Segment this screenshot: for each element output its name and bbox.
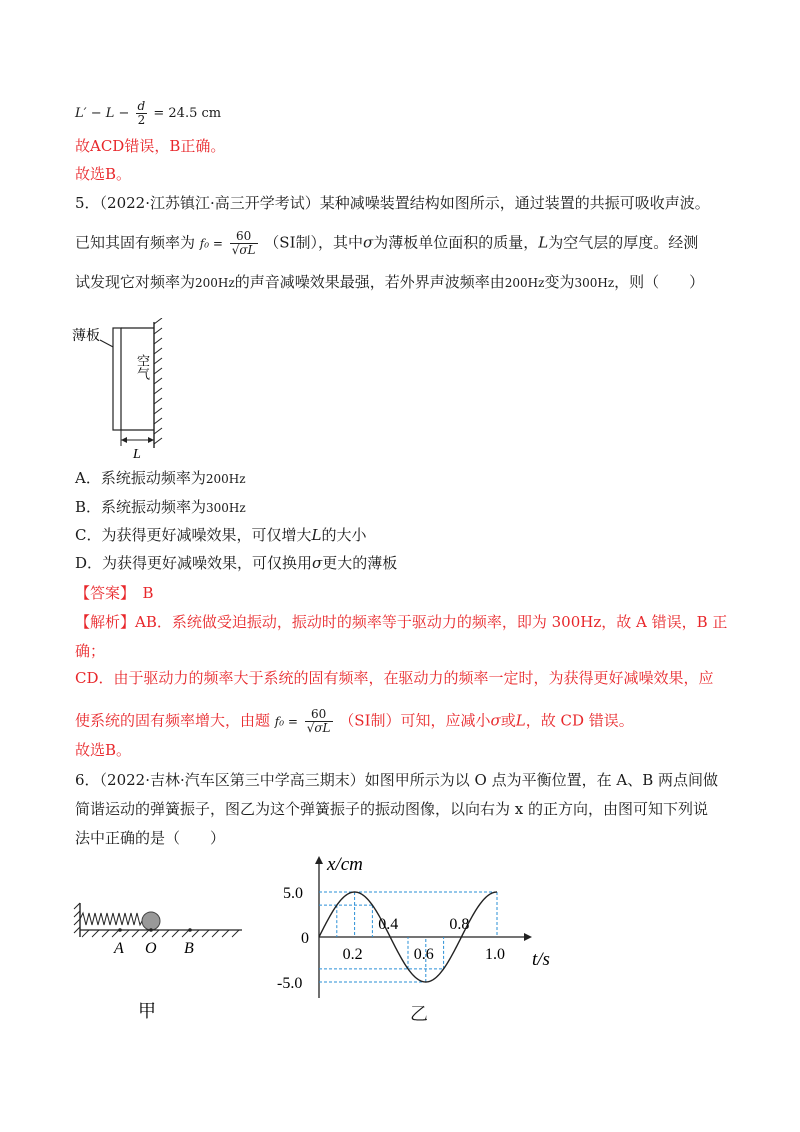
wall-hatching (154, 318, 162, 444)
q5-analysis-4: 使系统的固有频率增大，由题 f₀ = $\frac{60}{√\sigma L}$ （SI制）可知，应减小σ或L，故 CD 错误。 (75, 707, 634, 735)
q5-option-b: B．系统振动频率为300Hz (75, 498, 246, 516)
left-wall-hatching (74, 903, 80, 933)
x-tick-label: 0.4 (378, 916, 399, 933)
L-label: L (133, 447, 141, 462)
y-tick-label: 0 (301, 930, 309, 947)
q5-analysis-3: CD．由于驱动力的频率大于系统的固有频率，在驱动力的频率一定时，为获得更好减噪效果，应 (75, 669, 714, 687)
conclusion-text: 故ACD错误，B正确。 (75, 137, 226, 155)
L-arrow-left (121, 437, 127, 443)
q5-option-c: C．为获得更好减噪效果，可仅增大L的大小 (75, 526, 367, 544)
air-label-text: 空气 (124, 354, 150, 369)
formula-line: L′ − L − $\frac{d}{2}$ = 24.5 cm (75, 99, 222, 127)
label-A: A (114, 940, 124, 957)
y-axis-arrow (315, 856, 323, 864)
y-axis-label: x/cm (327, 854, 363, 875)
x-tick-label: 0.6 (413, 946, 434, 963)
label-B: B (184, 940, 194, 957)
x-tick-label: 0.8 (449, 916, 470, 933)
plate-label: 薄板 (72, 329, 100, 344)
y-tick-label: 5.0 (283, 885, 303, 902)
x-tick-label: 1.0 (485, 946, 505, 963)
spring (80, 913, 143, 925)
ball (142, 912, 160, 930)
x-tick-label: 0.2 (342, 946, 363, 963)
air-label (124, 353, 150, 381)
q6-stem-line-1: 6．（2022·吉林·汽车区第三中学高三期末）如图甲所示为以 O 点为平衡位置，在 A、B 两点间做 (75, 771, 718, 789)
y-tick-label: -5.0 (277, 975, 303, 992)
q5-stem-line-3: 试发现它对频率为200Hz的声音减噪效果最强，若外界声波频率由200Hz变为300Hz，则（ ） (75, 273, 705, 291)
spring-oscillator-figure (70, 895, 250, 1025)
x-axis-arrow (524, 933, 532, 941)
natural-frequency-fraction: $\frac{60}{√\sigma L}$ (231, 229, 256, 257)
point-A-dot (118, 928, 122, 932)
x-axis-label: t/s (532, 949, 550, 970)
analysis-fraction: $\frac{60}{√\sigma L}$ (306, 707, 331, 735)
noise-reduction-figure (70, 318, 180, 463)
thin-plate (113, 328, 121, 430)
q5-option-d: D．为获得更好减噪效果，可仅换用σ更大的薄板 (75, 554, 398, 572)
q5-option-a: A．系统振动频率为200Hz (75, 469, 246, 487)
floor-hatching (82, 930, 239, 937)
fraction-d-over-2: $\frac{d}{2}$ (137, 99, 146, 127)
q5-analysis-2: 确； (75, 642, 106, 660)
choose-text: 故选B。 (75, 165, 132, 183)
label-O: O (145, 940, 157, 957)
q5-answer: 【答案】 B (75, 584, 154, 602)
q5-stem-line-2: 已知其固有频率为 f₀ = $\frac{60}{√\sigma L}$ （SI制），其中σ为薄板单位面积的质量，L为空气层的厚度。经测 (75, 229, 699, 257)
point-B-dot (188, 928, 192, 932)
caption-jia: 甲 (138, 1001, 156, 1021)
q5-choose: 故选B。 (75, 741, 132, 759)
point-O-dot (149, 928, 153, 932)
q5-stem-line-1: 5．（2022·江苏镇江·高三开学考试）某种减噪装置结构如图所示，通过装置的共振可吸收声波。 (75, 194, 710, 212)
q5-analysis-1: 【解析】AB．系统做受迫振动，振动时的频率等于驱动力的频率，即为 300Hz，故 A 错误，B 正 (75, 613, 728, 631)
q6-stem-line-2: 简谐运动的弹簧振子，图乙为这个弹簧振子的振动图像，以向右为 x 的正方向，由图可知下列说 (75, 800, 708, 818)
L-arrow-right (148, 437, 154, 443)
q6-stem-line-3: 法中正确的是（ ） (75, 829, 226, 847)
caption-yi: 乙 (410, 1004, 428, 1025)
